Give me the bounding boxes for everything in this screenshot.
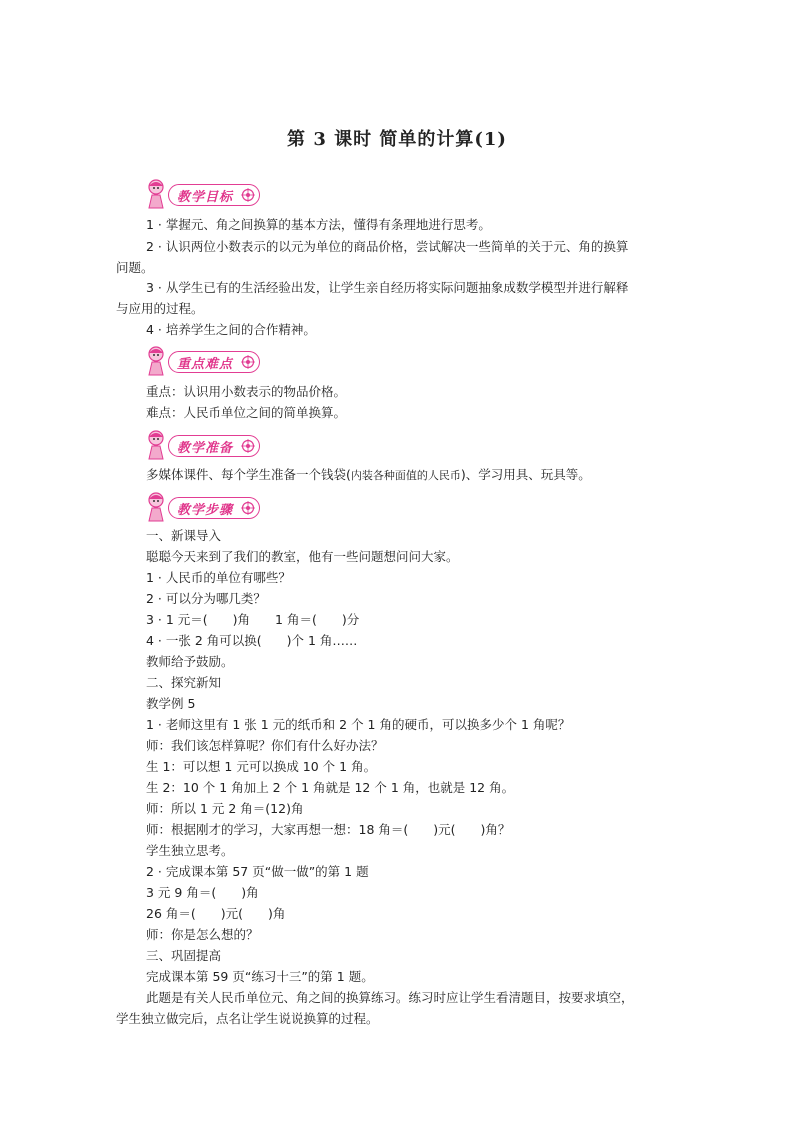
banner-label: 教学目标 <box>177 190 234 205</box>
step-line: 2 · 可以分为哪几类？ <box>146 591 266 606</box>
step-heading: 一、新课导入 <box>146 528 222 543</box>
target-icon <box>241 501 255 515</box>
step-line: 1 · 老师这里有 1 张 1 元的纸币和 2 个 1 角的硬币，可以换多少个 1 角呢？ <box>146 717 571 732</box>
step-heading: 二、探究新知 <box>146 675 222 690</box>
step-line: 完成课本第 59 页“练习十三”的第 1 题。 <box>146 969 374 984</box>
step-line: 26 角＝( )元( )角 <box>146 906 286 921</box>
step-heading: 三、巩固提高 <box>146 948 222 963</box>
preparation-note: 内装各种面值的人民币 <box>350 469 461 482</box>
step-line: 师：我们该怎样算呢？你们有什么好办法？ <box>146 738 384 753</box>
target-icon <box>241 355 255 369</box>
section-banner-preparation <box>146 429 262 461</box>
step-line: 教学例 5 <box>146 696 196 711</box>
step-line: 2 · 完成课本第 57 页“做一做”的第 1 题 <box>146 864 369 879</box>
preparation-text: )、学习用具、玩具等。 <box>460 467 591 482</box>
step-line: 生 2：10 个 1 角加上 2 个 1 角就是 12 个 1 角，也就是 12 角。 <box>146 780 515 795</box>
page-title: 第 3 课时 简单的计算(1) <box>287 129 507 150</box>
goal-line: 3 · 从学生已有的生活经验出发，让学生亲自经历将实际问题抽象成数学模型并进行解释 <box>146 280 629 295</box>
goal-line: 4 · 培养学生之间的合作精神。 <box>146 322 316 337</box>
step-line: 3 元 9 角＝( )角 <box>146 885 259 900</box>
section-banner-key-points <box>146 345 262 377</box>
step-line: 学生独立思考。 <box>146 843 234 858</box>
banner-tag <box>168 184 260 206</box>
section-banner-steps <box>146 491 262 523</box>
step-line: 师：根据刚才的学习，大家再想一想：18 角＝( )元( )角？ <box>146 822 511 837</box>
step-line: 聪聪今天来到了我们的教室，他有一些问题想问问大家。 <box>146 549 459 564</box>
preparation-text: 多媒体课件、每个学生准备一个钱袋( <box>146 467 351 482</box>
step-line: 此题是有关人民币单位元、角之间的换算练习。练习时应让学生看清题目，按要求填空， <box>146 990 634 1005</box>
step-line: 师：所以 1 元 2 角＝(12)角 <box>146 801 304 816</box>
step-line: 学生独立做完后，点名让学生说说换算的过程。 <box>116 1011 379 1026</box>
banner-tag <box>168 497 260 519</box>
step-line: 4 · 一张 2 角可以换( )个 1 角…… <box>146 633 358 648</box>
target-icon <box>241 188 255 202</box>
banner-tag <box>168 351 260 373</box>
key-point-line: 难点：人民币单位之间的简单换算。 <box>146 405 347 420</box>
banner-tag <box>168 435 260 457</box>
step-line: 3 · 1 元＝( )角 1 角＝( )分 <box>146 612 360 627</box>
step-line: 教师给予鼓励。 <box>146 654 234 669</box>
goal-line: 问题。 <box>116 260 154 275</box>
step-line: 师：你是怎么想的？ <box>146 927 259 942</box>
goal-line: 2 · 认识两位小数表示的以元为单位的商品价格，尝试解决一些简单的关于元、角的换算 <box>146 239 629 254</box>
banner-label: 教学步骤 <box>177 503 234 518</box>
section-banner-goals <box>146 178 262 210</box>
goal-line: 1 · 掌握元、角之间换算的基本方法，懂得有条理地进行思考。 <box>146 217 491 232</box>
goal-line: 与应用的过程。 <box>116 301 204 316</box>
target-icon <box>241 439 255 453</box>
step-line: 生 1：可以想 1 元可以换成 10 个 1 角。 <box>146 759 377 774</box>
preparation-line <box>146 466 591 485</box>
banner-label: 教学准备 <box>177 441 234 456</box>
key-point-line: 重点：认识用小数表示的物品价格。 <box>146 384 347 399</box>
banner-label: 重点难点 <box>177 357 234 372</box>
step-line: 1 · 人民币的单位有哪些？ <box>146 570 291 585</box>
